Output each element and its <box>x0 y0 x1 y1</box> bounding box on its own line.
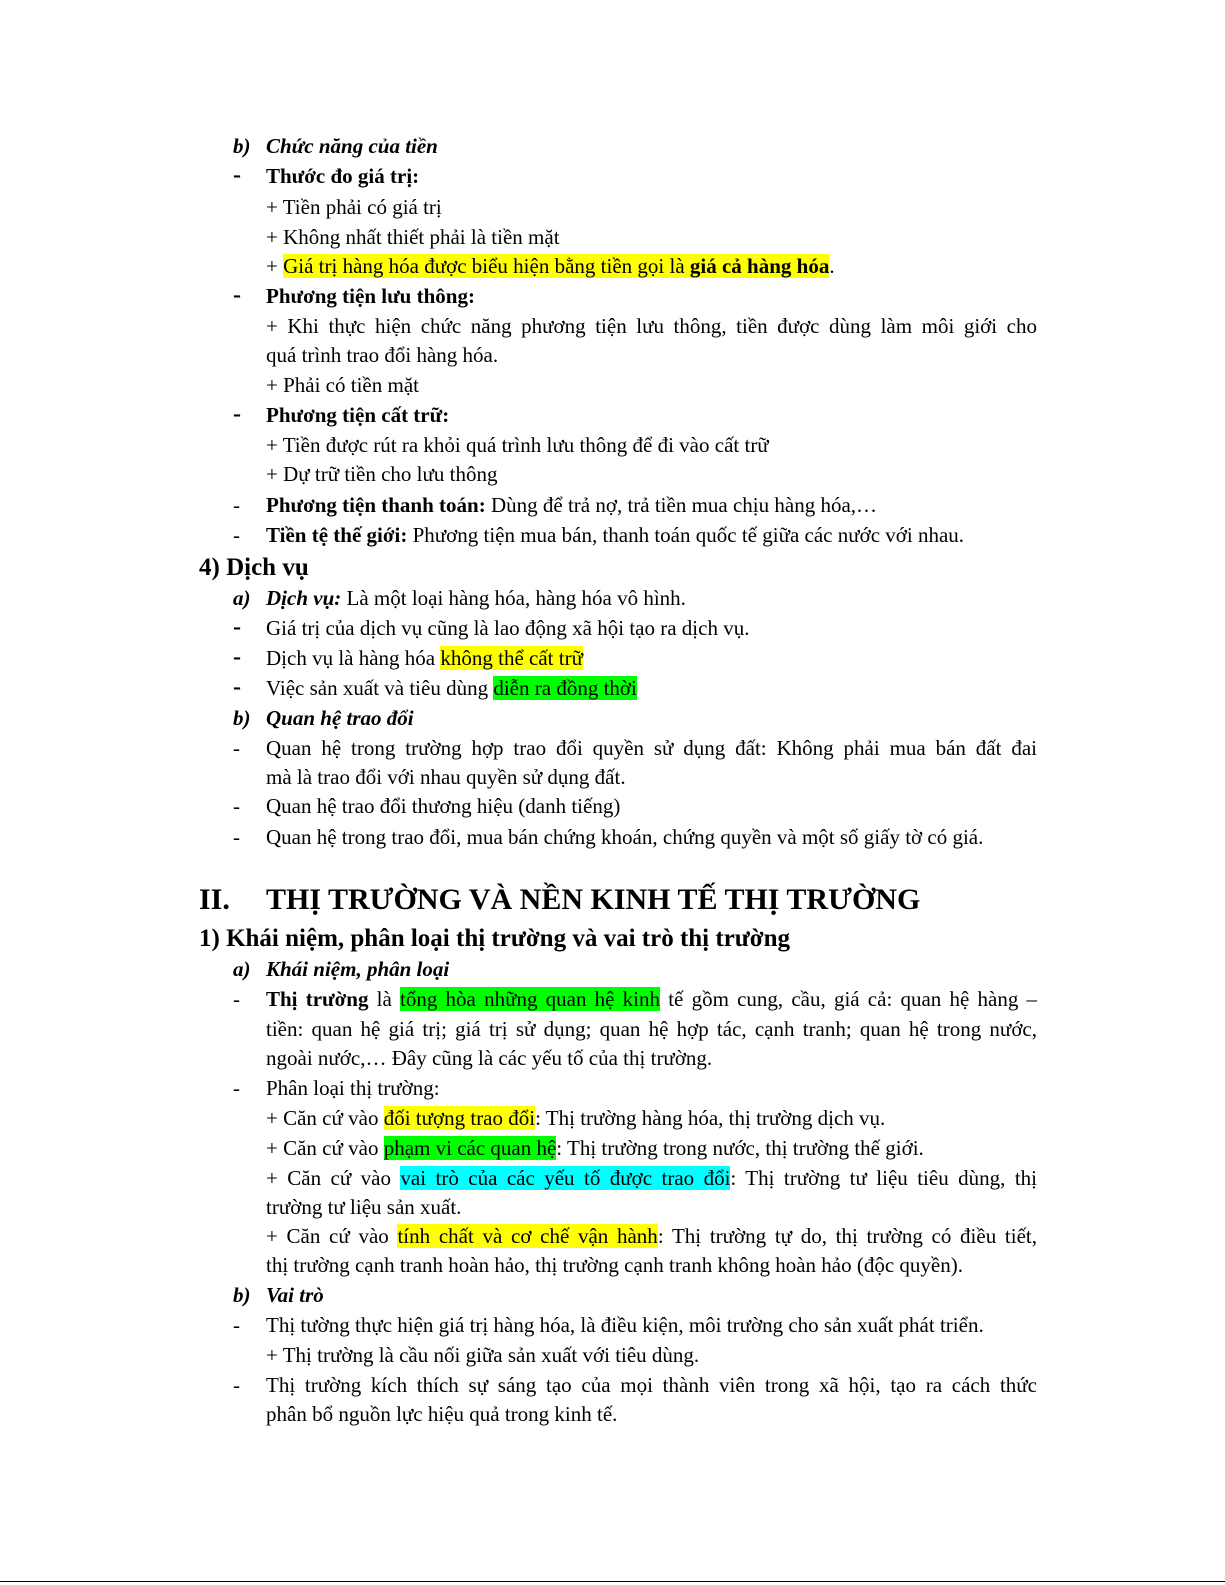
section-marker-b: b) <box>233 1283 251 1307</box>
bullet-dash: - <box>233 1076 240 1100</box>
bullet-dash: - <box>233 1373 240 1397</box>
highlight-cyan: vai trò của các yếu tố được trao đổi <box>400 1166 731 1190</box>
list-item: phân bổ nguồn lực hiệu quả trong kinh tế. <box>266 1402 618 1426</box>
list-item: Quan hệ trong trao đổi, mua bán chứng khoán, chứng quyền và một số giấy tờ có giá. <box>266 825 984 849</box>
highlight-yellow: tính chất và cơ chế vận hành <box>397 1224 658 1248</box>
list-item: + Căn cứ vào phạm vi các quan hệ: Thị trường trong nước, thị trường thế giới. <box>266 1136 924 1160</box>
list-item: mà là trao đổi với nhau quyền sử dụng đất. <box>266 765 626 789</box>
heading-market-concept: 1) Khái niệm, phân loại thị trường và vai trò thị trường <box>199 925 791 952</box>
list-item: + Căn cứ vào tính chất và cơ chế vận hành: Thị trường tự do, thị trường có điều tiết, <box>266 1224 1037 1248</box>
section-title-role: Vai trò <box>266 1283 324 1307</box>
list-item: thị trường cạnh tranh hoàn hảo, thị trường cạnh tranh không hoàn hảo (độc quyền). <box>266 1253 963 1277</box>
list-item: + Giá trị hàng hóa được biểu hiện bằng tiền gọi là giá cả hàng hóa. <box>266 254 835 278</box>
function-title-circulation: Phương tiện lưu thông: <box>266 284 475 308</box>
section-marker-a: a) <box>233 586 251 610</box>
bullet-dash: - <box>233 523 240 547</box>
list-item: Dịch vụ: Là một loại hàng hóa, hàng hóa vô hình. <box>266 586 686 610</box>
list-item: + Khi thực hiện chức năng phương tiện lưu thông, tiền được dùng làm môi giới cho <box>266 314 1037 338</box>
bullet-dash: - <box>233 282 241 308</box>
bullet-dash: - <box>233 825 240 849</box>
list-item: Giá trị của dịch vụ cũng là lao động xã hội tạo ra dịch vụ. <box>266 616 750 640</box>
list-item: trường tư liệu sản xuất. <box>266 1195 462 1219</box>
list-item: Dịch vụ là hàng hóa không thể cất trữ <box>266 646 583 670</box>
section-title-concept: Khái niệm, phân loại <box>266 957 450 981</box>
chapter-title: THỊ TRƯỜNG VÀ NỀN KINH TẾ THỊ TRƯỜNG <box>266 883 921 916</box>
list-item: Phân loại thị trường: <box>266 1076 440 1100</box>
list-item: + Dự trữ tiền cho lưu thông <box>266 462 498 486</box>
bullet-dash: - <box>233 493 240 517</box>
list-item: Thị tường thực hiện giá trị hàng hóa, là điều kiện, môi trường cho sản xuất phát triển. <box>266 1313 984 1337</box>
list-item: Tiền tệ thế giới: Phương tiện mua bán, thanh toán quốc tế giữa các nước với nhau. <box>266 523 965 547</box>
bullet-dash: - <box>233 162 241 188</box>
function-title-measure: Thước đo giá trị: <box>266 164 420 188</box>
bullet-dash: - <box>233 644 241 670</box>
list-item: tiền: quan hệ giá trị; giá trị sử dụng; quan hệ hợp tác, cạnh tranh; quan hệ trong nước, <box>266 1017 1037 1041</box>
highlight-green: tổng hòa những quan hệ kinh <box>400 987 661 1011</box>
section-marker-b: b) <box>233 706 251 730</box>
list-item: + Tiền được rút ra khỏi quá trình lưu thông để đi vào cất trữ <box>266 433 769 457</box>
list-item: + Tiền phải có giá trị <box>266 195 442 219</box>
list-item: Thị trường là tổng hòa những quan hệ kinh tế gồm cung, cầu, giá cả: quan hệ hàng – <box>266 987 1038 1011</box>
bullet-dash: - <box>233 614 241 640</box>
highlight-green: phạm vi các quan hệ <box>383 1136 557 1160</box>
section-marker-b: b) <box>233 134 251 158</box>
chapter-number: II. <box>199 883 230 916</box>
highlight-green: diễn ra đồng thời <box>493 676 637 700</box>
heading-services: 4) Dịch vụ <box>199 554 309 581</box>
highlight-yellow: không thể cất trữ <box>440 646 583 670</box>
list-item: + Phải có tiền mặt <box>266 373 419 397</box>
section-title-money-functions: Chức năng của tiền <box>266 134 438 158</box>
bullet-dash: - <box>233 987 240 1011</box>
list-item: Thị trường kích thích sự sáng tạo của mọi thành viên trong xã hội, tạo ra cách thức <box>266 1373 1037 1397</box>
list-item: Quan hệ trao đổi thương hiệu (danh tiếng) <box>266 794 621 818</box>
page-bottom-rule <box>0 1581 1225 1582</box>
list-item: quá trình trao đổi hàng hóa. <box>266 343 499 367</box>
bullet-dash: - <box>233 794 240 818</box>
bullet-dash: - <box>233 674 241 700</box>
function-title-storage: Phương tiện cất trữ: <box>266 403 450 427</box>
list-item: + Không nhất thiết phải là tiền mặt <box>266 225 560 249</box>
bullet-dash: - <box>233 1313 240 1337</box>
list-item: Việc sản xuất và tiêu dùng diễn ra đồng thời <box>266 676 637 700</box>
list-item: Quan hệ trong trường hợp trao đổi quyền sử dụng đất: Không phải mua bán đất đai <box>266 736 1037 760</box>
section-title-exchange: Quan hệ trao đổi <box>266 706 414 730</box>
list-item: + Thị trường là cầu nối giữa sản xuất với tiêu dùng. <box>266 1343 700 1367</box>
list-item: Phương tiện thanh toán: Dùng để trả nợ, trả tiền mua chịu hàng hóa,… <box>266 493 878 517</box>
list-item: + Căn cứ vào vai trò của các yếu tố được trao đổi: Thị trường tư liệu tiêu dùng, thị <box>266 1166 1037 1190</box>
highlight-yellow: Giá trị hàng hóa được biểu hiện bằng tiền gọi là giá cả hàng hóa <box>283 254 830 278</box>
list-item: ngoài nước,… Đây cũng là các yếu tố của thị trường. <box>266 1046 713 1070</box>
section-marker-a: a) <box>233 957 251 981</box>
bullet-dash: - <box>233 736 240 760</box>
bullet-dash: - <box>233 401 241 427</box>
highlight-yellow: đối tượng trao đổi <box>383 1106 536 1130</box>
list-item: + Căn cứ vào đối tượng trao đổi: Thị trường hàng hóa, thị trường dịch vụ. <box>266 1106 886 1130</box>
